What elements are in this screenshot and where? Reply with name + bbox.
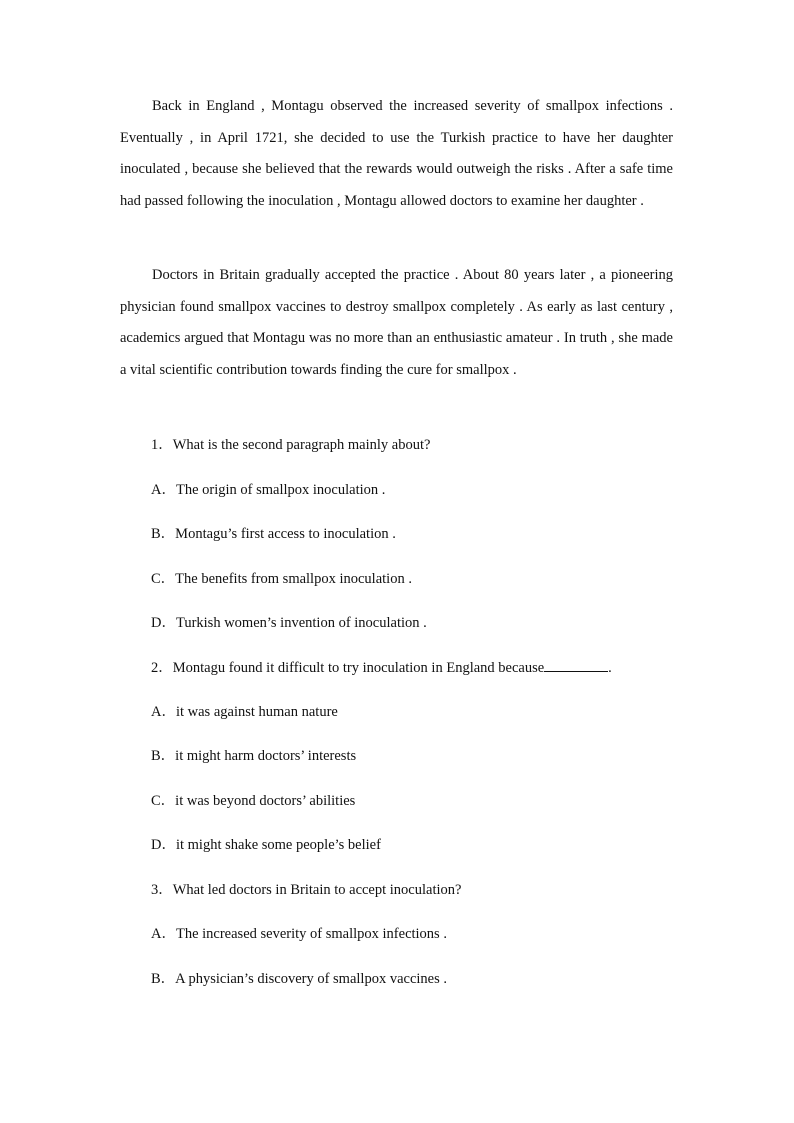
question-1-stem: 1．What is the second paragraph mainly about? xyxy=(151,437,431,453)
question-1-option-b: B．Montagu’s first access to inoculation . xyxy=(151,526,396,542)
question-2-option-d: D．it might shake some people’s belief xyxy=(151,837,381,853)
question-1-option-c: C．The benefits from smallpox inoculation . xyxy=(151,571,412,587)
question-1-option-d: D．Turkish women’s invention of inoculation . xyxy=(151,615,427,631)
question-2-option-a: A．it was against human nature xyxy=(151,704,338,720)
passage-paragraph-1: Back in England , Montagu observed the increased severity of smallpox infections . Eventually , in April 1721, she decided to use the Turkish practice to have her daughter inoculated , because she believed that the rewards would outweigh the risks . After a safe time had passed following the inoculation , Montagu allowed doctors to examine her daughter . xyxy=(120,98,673,209)
question-2-stem-text: 2．Montagu found it difficult to try inoculation in England because xyxy=(151,660,545,676)
question-3-option-a: A．The increased severity of smallpox infections . xyxy=(151,926,447,942)
question-3-option-b: B．A physician’s discovery of smallpox vaccines . xyxy=(151,971,447,987)
passage-paragraph-2: Doctors in Britain gradually accepted the practice . About 80 years later , a pioneering physician found smallpox vaccines to destroy smallpox completely . As early as last century , academics argued that Montagu was no more than an enthusiastic amateur . In truth , she made a vital scientific contribution towards finding the cure for smallpox . xyxy=(120,267,673,378)
question-2-stem xyxy=(151,657,612,678)
answer-blank xyxy=(544,657,608,672)
question-2-option-c: C．it was beyond doctors’ abilities xyxy=(151,793,356,809)
question-2-stem-end: . xyxy=(608,660,612,676)
question-2-option-b: B．it might harm doctors’ interests xyxy=(151,748,357,764)
question-3-stem: 3．What led doctors in Britain to accept inoculation? xyxy=(151,882,462,898)
question-1-option-a: A．The origin of smallpox inoculation . xyxy=(151,482,386,498)
